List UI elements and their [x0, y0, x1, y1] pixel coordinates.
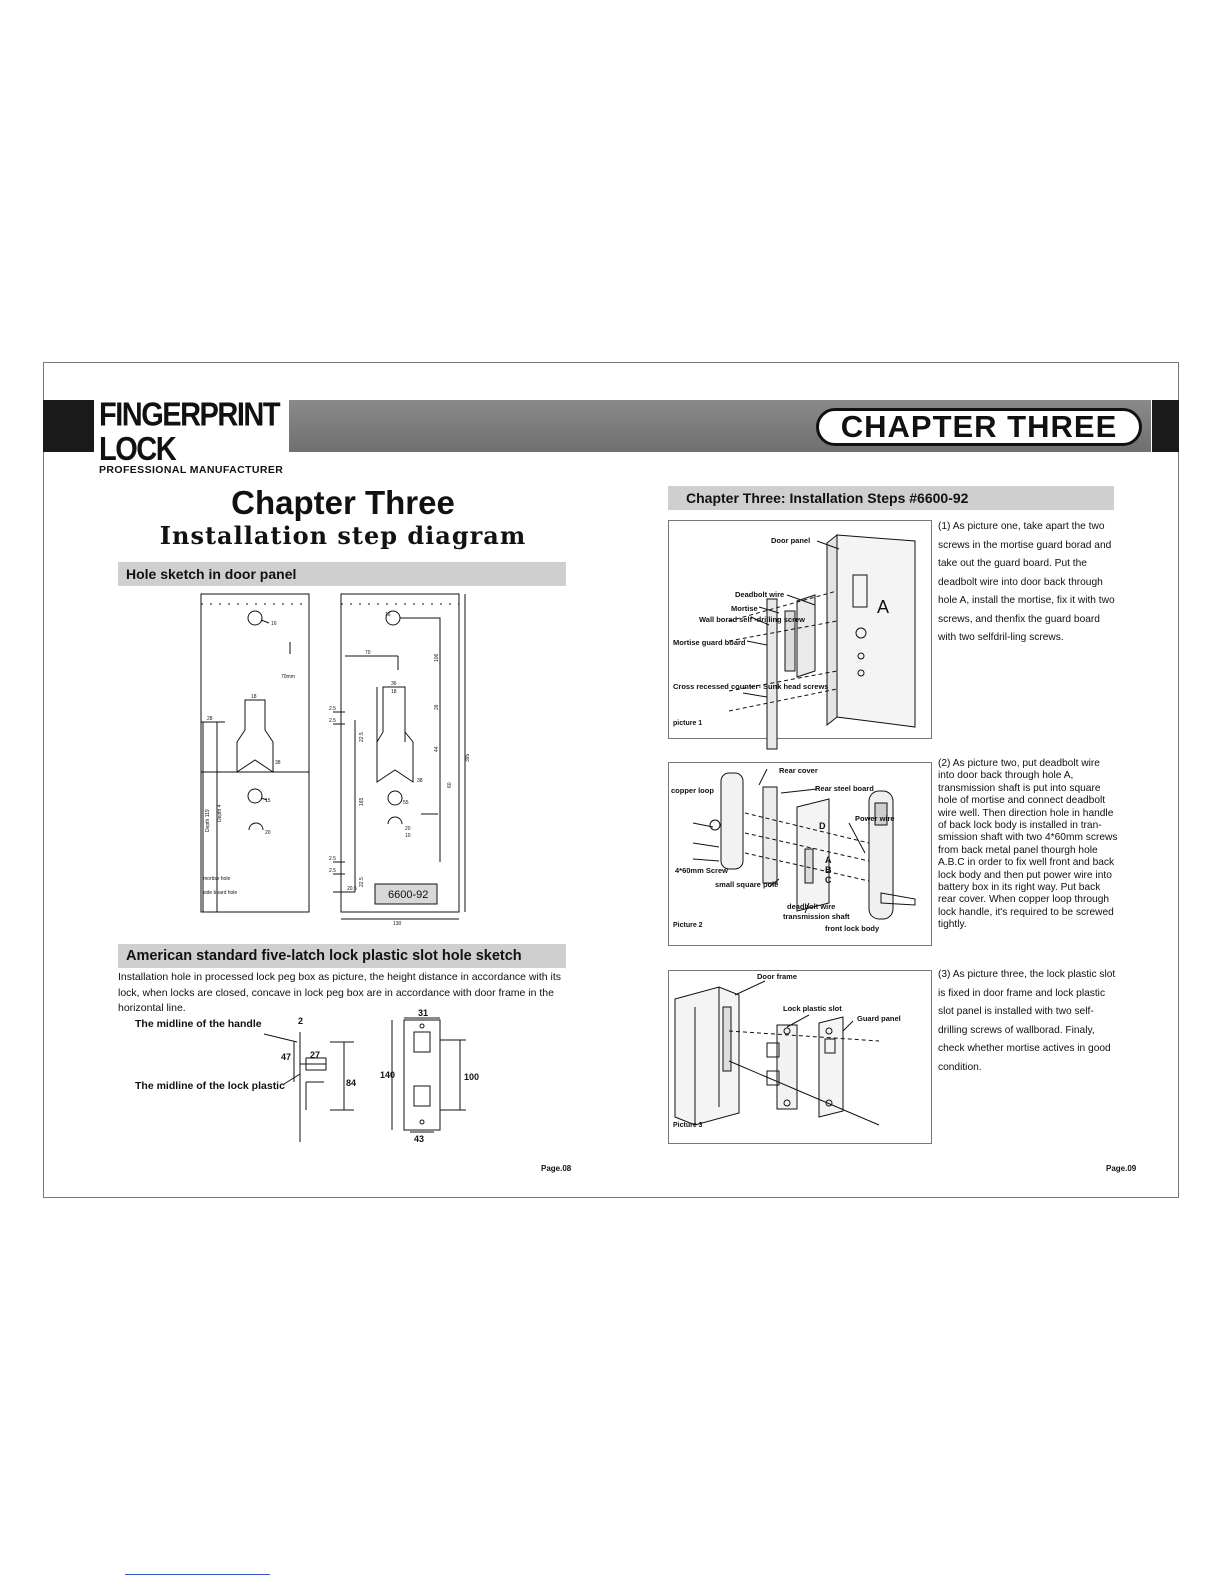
hole-label-right-2-5-a: 2.5: [329, 706, 336, 712]
hole-label-right-22-5-b: 22.5: [359, 877, 365, 887]
slot-dim-31: 31: [418, 1008, 429, 1018]
slot-dim-140: 140: [380, 1070, 396, 1080]
step-1-text: (1) As picture one, take apart the two screws in the mortise guard borad and take out the guard board. Put the deadbolt wire into door back through hole A, install the mortise, fix it with two screws, and thenfix the guard board with two selfdril-ling screws.: [938, 521, 1115, 643]
pic2-label-transmission-shaft: transmission shaft: [783, 912, 850, 921]
hole-label-right-130: 130: [393, 921, 402, 927]
plastic-midline-label: The midline of the lock plastic: [135, 1080, 285, 1092]
picture-2-illustration: [669, 763, 931, 945]
pic1-label-wall-borad-screw: Wall borad self -drilling screw: [699, 615, 805, 624]
hole-label-right-60: 60: [447, 782, 453, 788]
header-black-block-right: [1152, 400, 1179, 452]
pic1-label-door-panel: Door panel: [771, 536, 811, 545]
picture-2-box: [668, 762, 932, 946]
hole-label-right-20: 20: [405, 826, 411, 832]
pic1-label-deadbolt-wire: Deadbolt wire: [735, 590, 785, 599]
picture-1-illustration: [669, 521, 931, 738]
hole-label-left-15: 15: [265, 798, 271, 804]
hole-label-mortise-hole: mortise hole: [203, 876, 231, 882]
slot-hole-diagram: [134, 1008, 494, 1144]
hole-label-right-16: 16: [385, 612, 391, 618]
chapter-badge-text: CHAPTER THREE: [840, 409, 1118, 444]
hole-label-depth-4: Depth 4: [217, 804, 223, 822]
picture-3-illustration: [669, 971, 931, 1143]
hole-label-left-70mm: 70mm: [281, 674, 295, 680]
pic1-label-cross-recessed-screws: Cross recessed counter- Sunk head screws: [673, 682, 829, 691]
section-heading-installation-steps: Chapter Three: Installation Steps #6600-92: [668, 486, 1114, 510]
pic2-label-hole-d: D: [819, 821, 826, 831]
picture-3-box: [668, 970, 932, 1144]
pic2-label-hole-c: C: [825, 875, 832, 885]
page-title: Chapter Three: [231, 484, 455, 521]
pic2-label-power-wire: Power wire: [855, 814, 895, 823]
section-heading-american-slot: American standard five-latch lock plastic slot hole sketch: [118, 944, 566, 968]
pic2-label-deadbolt-wire: deadbolt wire: [787, 902, 836, 911]
hole-label-left-38: 38: [275, 760, 281, 766]
hole-label-right-106: 106: [434, 653, 440, 662]
hole-label-left-20: 20: [265, 830, 271, 836]
hole-label-right-70: 70: [365, 650, 371, 656]
american-description: Installation hole in processed lock peg box as picture, the height distance in accordance with its lock, when locks are closed, concave in lock peg box are in accordance with door frame in the horizontal line.: [118, 971, 562, 1014]
pic2-label-copper-loop: copper loop: [671, 786, 714, 795]
pic1-label-mortise-guard-board: Mortise guard board: [673, 638, 746, 647]
pic2-label-small-square-pole: small square pole: [715, 880, 779, 889]
hole-label-right-18: 18: [391, 689, 397, 695]
slot-dim-84: 84: [346, 1078, 357, 1088]
bottom-link-underline[interactable]: [125, 1574, 270, 1575]
hole-label-right-2-5-b: 2.5: [329, 718, 336, 724]
hole-label-right-20-5: 20.5: [347, 886, 357, 892]
hole-label-right-55: 55: [403, 800, 409, 806]
pic1-label-hole-a: A: [877, 597, 890, 617]
hole-label-right-36: 36: [391, 681, 397, 687]
handle-midline-label: The midline of the handle: [135, 1018, 262, 1030]
pic3-caption: Picture 3: [673, 1122, 703, 1129]
hole-label-left-18: 18: [251, 694, 257, 700]
slot-dim-47: 47: [281, 1052, 292, 1062]
pic1-label-mortise: Mortise: [731, 604, 758, 613]
slot-dim-43: 43: [414, 1134, 425, 1144]
pic2-label-front-lock-body: front lock body: [825, 924, 880, 933]
hole-label-right-165: 165: [359, 797, 365, 806]
picture-1-box: [668, 520, 932, 739]
hole-label-right-2-5-c: 2.5: [329, 856, 336, 862]
step-2-text: (2) As picture two, put deadbolt wire into door back through hole A, transmission shaft is put into square hole of mortise and connect deadbolt wire well. Then direction hole in handle of back lock body is installed in tran-smission shaft with two 4*60mm screws from back metal panel thourgh hole A.B.C in order to fix well front and back lock body and then put power wire into battery box in its right way. Put back rear cover. When copper loop through lock handle, it's required to be screwed tightly.: [938, 758, 1118, 931]
logo-sub-text: PROFESSIONAL MANUFACTURER: [99, 464, 284, 476]
pic2-label-screw: 4*60mm Screw: [675, 866, 728, 875]
hole-label-right-38: 38: [417, 778, 423, 784]
slot-dim-2: 2: [298, 1016, 304, 1026]
model-label: 6600-92: [388, 889, 429, 901]
pic3-label-door-frame: Door frame: [757, 972, 798, 981]
slot-dim-100: 100: [464, 1072, 480, 1082]
hole-label-side-board-hole: side board hole: [203, 890, 238, 896]
hole-label-right-2-5-d: 2.5: [329, 868, 336, 874]
hole-label-right-22-5-a: 22.5: [359, 732, 365, 742]
pic3-label-lock-plastic-slot: Lock plastic slot: [783, 1004, 842, 1013]
step-3-text: (3) As picture three, the lock plastic slot is fixed in door frame and lock plastic slot panel is installed with two self-drilling screws of wallborad. Finaly, check whether mortise actives in good condition.: [938, 969, 1116, 1073]
logo-main-text: FINGERPRINT LOCK: [99, 396, 280, 469]
page-number-right: Page.09: [1106, 1164, 1137, 1173]
pic2-caption: Picture 2: [673, 922, 703, 929]
pic1-caption: picture 1: [673, 720, 703, 727]
hole-sketch-diagram: [195, 592, 475, 930]
header-black-block-left: [43, 400, 94, 452]
pic3-label-guard-panel: Guard panel: [857, 1014, 901, 1023]
slot-dim-27: 27: [310, 1050, 321, 1060]
chapter-badge: [816, 408, 1142, 446]
hole-label-right-395: 395: [465, 753, 471, 762]
hole-label-left-16: 16: [271, 621, 277, 627]
hole-label-right-26: 26: [434, 704, 440, 710]
section-heading-hole-sketch: Hole sketch in door panel: [118, 562, 566, 586]
pic2-label-rear-cover: Rear cover: [779, 766, 818, 775]
hole-label-right-10: 10: [405, 833, 411, 839]
page-subtitle: Installation step diagram: [159, 521, 527, 550]
pic2-label-rear-steel-board: Rear steel board: [815, 784, 874, 793]
hole-label-depth-119: Depth 119: [205, 809, 211, 832]
pic2-label-hole-b: B: [825, 865, 832, 875]
hole-label-left-28: 28: [207, 716, 213, 722]
pic2-label-hole-a: A: [825, 855, 832, 865]
brand-logo: [99, 396, 287, 476]
page-number-left: Page.08: [541, 1164, 572, 1173]
hole-label-right-44: 44: [434, 746, 440, 752]
